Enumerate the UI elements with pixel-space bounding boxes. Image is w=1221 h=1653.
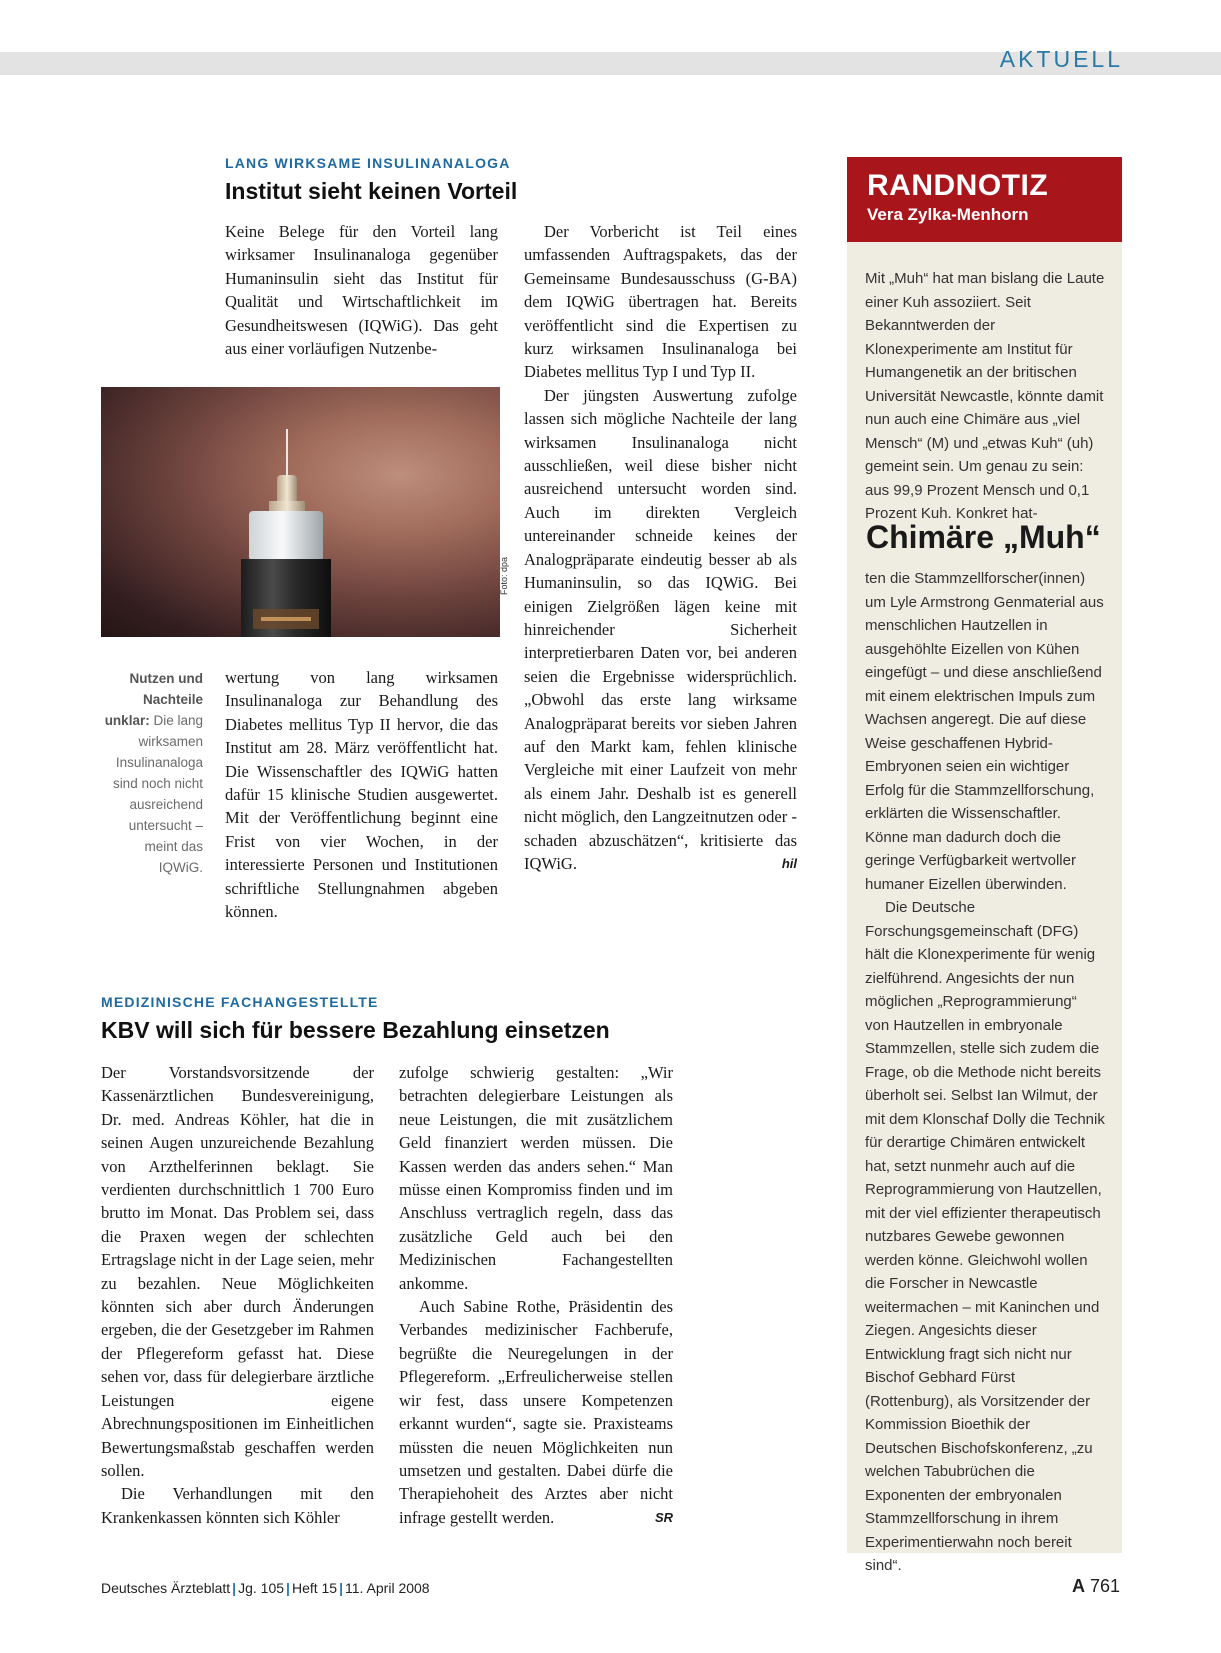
article2-paragraph: zufolge schwierig gestalten: „Wir betrachten delegierbare Leistungen als neue Leistungen, die mit zusätzlichem Geld finanziert werden müssen. Die Kassen werden das anders sehen.“ Man müsse einen Kompromiss finden und im Anschluss vertraglich regeln, dass das zusätzliche Geld auch bei den Medizinischen Fachangestellten ankomme.: [399, 1063, 673, 1293]
page-number: [1072, 1576, 1120, 1597]
article1-paragraph: Keine Belege für den Vorteil lang wirksamer Insulinanaloga gegenüber Humaninsulin sieht das Institut für Qualität und Wirtschaftlichkeit im Gesundheitswesen (IQWiG). Das geht aus einer vorläufigen Nutzenbe-: [225, 222, 498, 359]
sidebar-body: [865, 567, 1105, 1578]
sidebar-paragraph: Mit „Muh“ hat man bislang die Laute einer Kuh assoziiert. Seit Bekanntwerden der Klonexperimente am Institut für Humangenetik an der britischen Universität Newcastle, könnte damit nun auch eine Chimäre aus „viel Mensch“ (M) und „etwas Kuh“ (uh) gemeint sein. Um genau zu sein: aus 99,9 Prozent Mensch und 0,1 Prozent Kuh. Konkret hat-: [865, 270, 1105, 522]
article2-headline: KBV will sich für bessere Bezahlung einsetzen: [101, 1017, 610, 1043]
article1-headline: Institut sieht keinen Vorteil: [225, 178, 518, 204]
article2-paragraph-text: Auch Sabine Rothe, Präsidentin des Verbandes medizinischer Fachberufe, begrüßte die Neuregelungen in der Pflegereform. „Erfreulicherweise stellen wir fest, dass unsere Kompetenzen erkannt wurden“, sagte sie. Praxisteams müssten die neuen Möglichkeiten nun umsetzen und gestalten. Dabei dürfe die Therapiehoheit des Arztes aber nicht infrage gestellt werden.: [399, 1297, 673, 1527]
article2-paragraph: Der Vorstandsvorsitzende der Kassenärztlichen Bundesvereinigung, Dr. med. Andreas Köhler, hat die in seinen Augen unzureichende Bezahlung von Arzthelferinnen beklagt. Sie verdienten durchschnittlich 1 700 Euro brutto im Monat. Das Problem sei, dass die Praxen wegen der schlechten Ertragslage nicht in der Lage seien, mehr zu bezahlen. Neue Möglichkeiten könnten sich aber durch Änderungen ergeben, die der Gesetzgeber im Rahmen der Pflegereform gefasst hat. Diese sehen vor, dass für delegierbare ärztliche Leistungen eigene Abrechnungspositionen im Einheitlichen Bewertungsmaßstab geschaffen werden sollen.: [101, 1063, 374, 1480]
sidebar-paragraph: ten die Stammzellforscher(innen) um Lyle Armstrong Genmaterial aus menschlichen Hautzellen in ausgehöhlte Eizellen von Kühen eingefügt – und diese anschließend mit einem elektrischen Impuls zum Wachsen angeregt. Die auf diese Weise geschaffenen Hybrid-Embryonen seien ein wichtiger Erfolg für die Stammzellforschung, erklärten die Wissenschaftler. Könne man dadurch doch die geringe Verfügbarkeit wertvoller humaner Eizellen überwinden.: [865, 570, 1104, 893]
article2-signature: SR: [654, 1509, 673, 1525]
article1-kicker: LANG WIRKSAME INSULINANALOGA: [225, 155, 511, 171]
footer-separator: |: [232, 1580, 237, 1596]
photo-caption: [100, 668, 203, 878]
article1-paragraph-text: Der jüngsten Auswertung zufolge lassen sich mögliche Nachteile der lang wirksamen Insulinanaloga nicht ausschließen, weil diese bisher nicht ausreichend untersucht worden sind. Auch im direkten Vergleich untereinander schneide keines der Analogpräparate eindeutig besser ab als Humaninsulin, so das IQWiG. Bei einigen Zielgrößen lägen keine mit hinreichender Sicherheit interpretierbaren Daten vor, bei anderen seien die Ergebnisse widersprüchlich. „Obwohl das erste lang wirksame Analogpräparat bereits vor sieben Jahren auf den Markt kam, fehlen klinische Vergleiche mit einer Laufzeit von mehr als einem Jahr. Deshalb ist es generell nicht möglich, den Langzeitnutzen oder -schaden abzuschätzen“, kritisierte das IQWiG.: [524, 385, 797, 873]
article2-paragraph: [399, 1295, 673, 1529]
page-number-value: 761: [1089, 1576, 1120, 1596]
article2-col2: [399, 1061, 673, 1529]
article1-signature: hil: [781, 855, 797, 871]
photo-credit: Foto: dpa: [499, 556, 509, 595]
section-label: AKTUELL: [999, 46, 1123, 72]
sidebar-paragraph: Die Deutsche Forschungsgemeinschaft (DFG) hält die Klonexperimente für wenig zielführend. Angesichts der nun möglichen „Reprogrammierung“ von Hautzellen in embryonale Stammzellen, stelle sich zudem die Frage, ob die Methode nicht bereits überholt sei. Selbst Ian Wilmut, der mit dem Klonschaf Dolly die Technik für derartige Chimären entwickelt hat, setzt nunmehr auch auf die Reprogrammierung von Hautzellen, mit der viel effizienter therapeutisch nutzbares Gewebe gewonnen werden könne. Gleichwohl wollen die Forscher in Newcastle weitermachen – mit Kaninchen und Ziegen. Angesichts dieser Entwicklung fragt sich nicht nur Bischof Gebhard Fürst (Rottenburg), als Vorsitzender der Kommission Bioethik der Deutschen Bischofskonferenz, „zu welchen Tabubrüchen die Exponenten der embryonalen Stammzellforschung in ihrem Experimentierwahn noch bereit sind“.: [865, 899, 1105, 1574]
sidebar-header: [847, 157, 1122, 242]
article2-kicker: MEDIZINISCHE FACHANGESTELLTE: [101, 994, 379, 1010]
sidebar-intro: [865, 267, 1105, 526]
sidebar-headline: Chimäre „Muh“: [866, 519, 1101, 555]
footer-date: 11. April 2008: [345, 1580, 430, 1596]
caption-text: Die lang wirksamen Insulinanaloga sind noch nicht ausreichend untersucht – meint das IQWiG.: [112, 713, 203, 875]
footer-issue: Heft 15: [291, 1580, 338, 1596]
sidebar-title: RANDNOTIZ: [867, 169, 1049, 202]
article2-col1: [101, 1061, 374, 1529]
caption-bold: Nutzen und Nachteile unklar:: [104, 671, 203, 728]
insulin-pen-illustration: [101, 387, 500, 637]
article1-paragraph: wertung von lang wirksamen Insulinanaloga zur Behandlung des Diabetes mellitus Typ II hervor, die das Institut am 28. März veröffentlicht hat. Die Wissenschaftler des IQWiG hatten dafür 15 klinische Studien ausgewertet. Mit der Veröffentlichung beginnt eine Frist von vier Wochen, in der interessierte Personen und Institutionen schriftliche Stellungnahmen abgeben können.: [225, 668, 498, 922]
footer-separator: |: [286, 1580, 290, 1596]
article2-paragraph: Die Verhandlungen mit den Krankenkassen könnten sich Köhler: [101, 1484, 374, 1527]
article1-paragraph: Der Vorbericht ist Teil eines umfassenden Auftragspakets, das der Gemeinsame Bundesausschuss (G-BA) dem IQWiG übertragen hat. Bereits veröffentlicht sind die Expertisen zu kurz wirksamen Insulinanaloga bei Diabetes mellitus Typ I und Typ II.: [524, 222, 797, 382]
article1-col1-bottom: [225, 666, 498, 923]
article1-col1-top: [225, 220, 498, 360]
article1-col2: [524, 220, 797, 875]
footer-journal: Deutsches Ärzteblatt: [101, 1580, 231, 1596]
footer: [101, 1580, 430, 1596]
randnotiz-sidebar: [847, 157, 1122, 1574]
footer-separator: |: [339, 1580, 344, 1596]
sidebar-author: Vera Zylka-Menhorn: [867, 205, 1029, 224]
page-prefix: A: [1071, 1576, 1085, 1596]
article1-paragraph: [524, 384, 797, 876]
insulin-pen-photo: [101, 387, 500, 637]
footer-volume: Jg. 105: [238, 1580, 285, 1596]
